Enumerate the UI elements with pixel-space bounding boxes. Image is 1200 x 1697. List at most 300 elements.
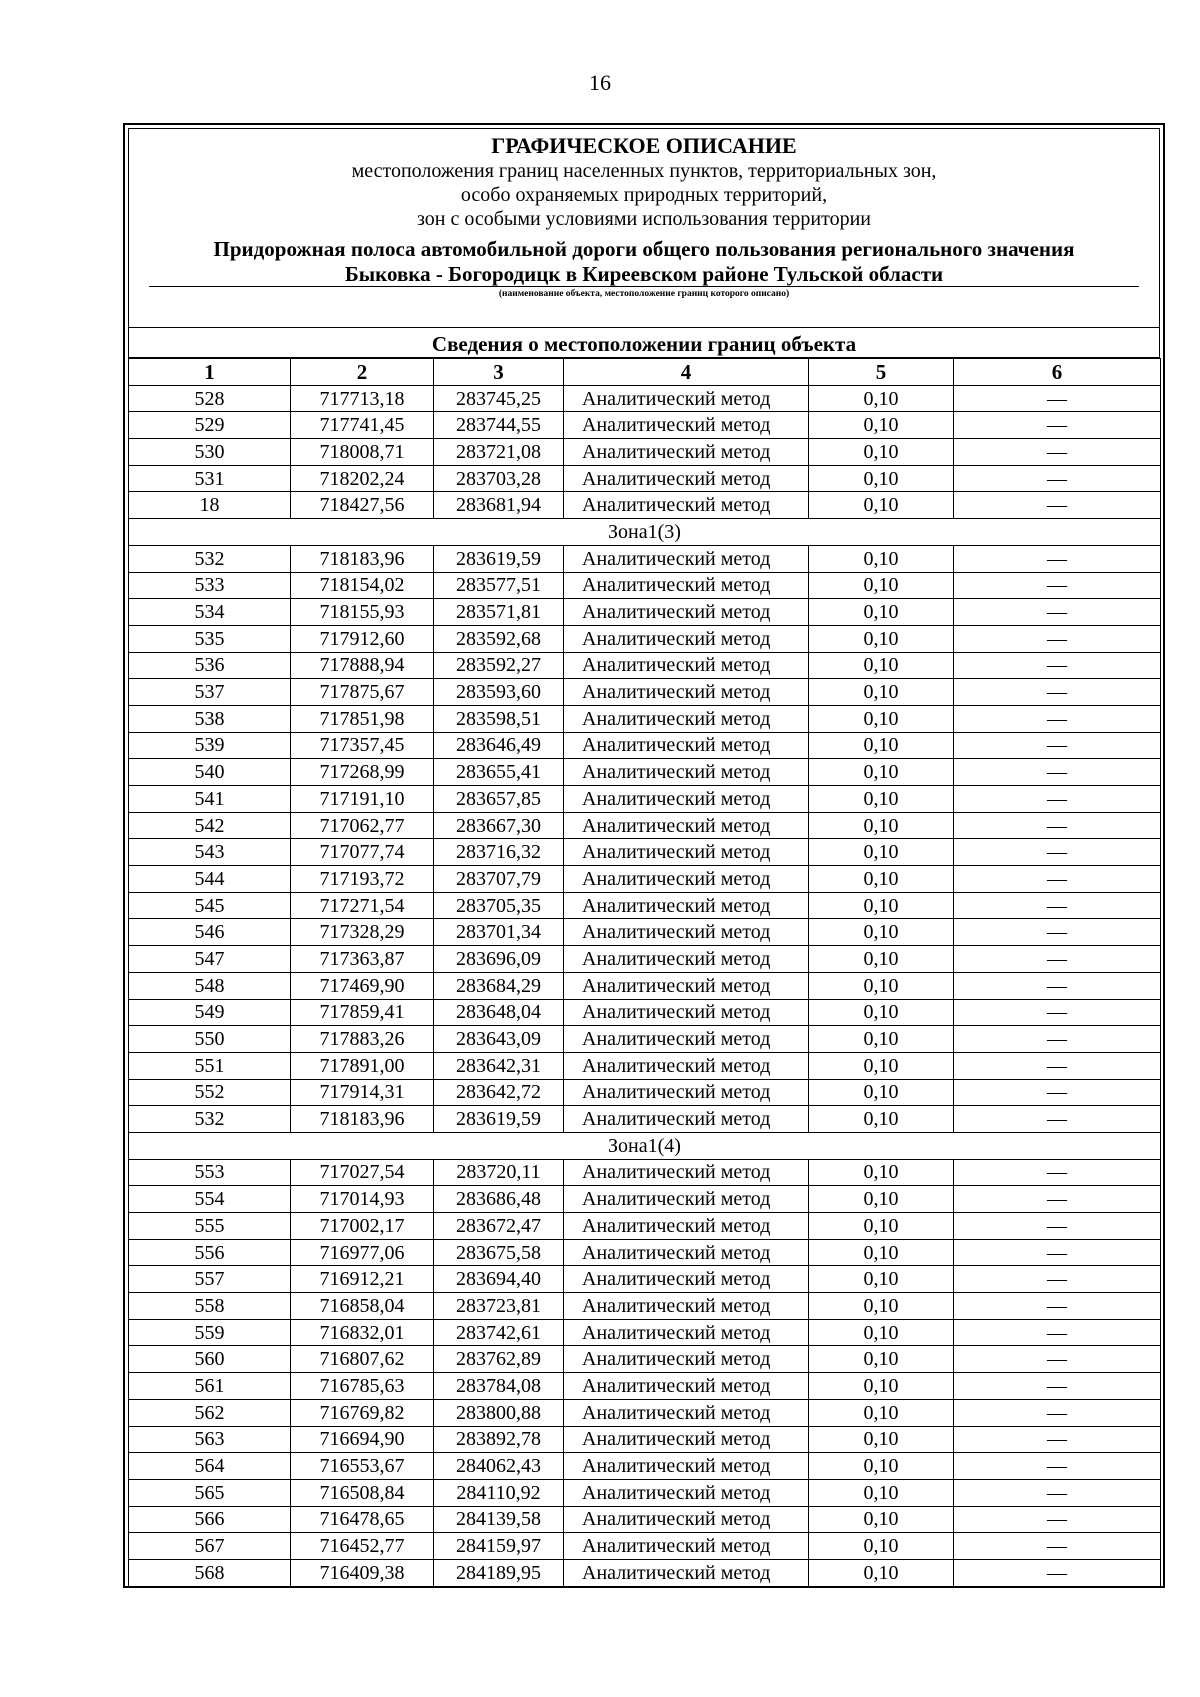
document-header (128, 128, 1160, 328)
table-row (129, 599, 1161, 626)
coord-x-cell: 716769,82 (291, 1399, 434, 1426)
table-row (129, 946, 1161, 973)
point-number-cell: 549 (129, 999, 291, 1026)
method-cell: Аналитический метод (564, 1266, 809, 1293)
coord-y-cell: 283686,48 (434, 1186, 564, 1213)
point-number-cell: 535 (129, 625, 291, 652)
method-cell: Аналитический метод (564, 1319, 809, 1346)
description-cell: — (954, 1346, 1161, 1373)
point-number-cell: 565 (129, 1479, 291, 1506)
coord-x-cell: 717357,45 (291, 732, 434, 759)
coord-y-cell: 283707,79 (434, 866, 564, 893)
coord-y-cell: 283784,08 (434, 1373, 564, 1400)
method-cell: Аналитический метод (564, 1373, 809, 1400)
coord-y-cell: 283619,59 (434, 1106, 564, 1133)
coord-y-cell: 283657,85 (434, 786, 564, 813)
column-header: 2 (291, 359, 434, 386)
method-cell: Аналитический метод (564, 1479, 809, 1506)
coord-x-cell: 717062,77 (291, 812, 434, 839)
coord-y-cell: 283892,78 (434, 1426, 564, 1453)
description-cell: — (954, 1453, 1161, 1480)
coord-y-cell: 283667,30 (434, 812, 564, 839)
coord-x-cell: 717363,87 (291, 946, 434, 973)
coord-x-cell: 716785,63 (291, 1373, 434, 1400)
point-number-cell: 555 (129, 1213, 291, 1240)
table-row (129, 1453, 1161, 1480)
accuracy-cell: 0,10 (809, 839, 954, 866)
coord-x-cell: 718183,96 (291, 1106, 434, 1133)
point-number-cell: 544 (129, 866, 291, 893)
method-cell: Аналитический метод (564, 705, 809, 732)
table-row (129, 1506, 1161, 1533)
coord-y-cell: 283643,09 (434, 1026, 564, 1053)
accuracy-cell: 0,10 (809, 972, 954, 999)
method-cell: Аналитический метод (564, 1052, 809, 1079)
description-cell: — (954, 866, 1161, 893)
coord-x-cell: 717888,94 (291, 652, 434, 679)
coord-x-cell: 716912,21 (291, 1266, 434, 1293)
description-cell: — (954, 1266, 1161, 1293)
coord-x-cell: 717271,54 (291, 892, 434, 919)
table-row (129, 1346, 1161, 1373)
accuracy-cell: 0,10 (809, 1293, 954, 1320)
coord-y-cell: 283672,47 (434, 1213, 564, 1240)
point-number-cell: 542 (129, 812, 291, 839)
coord-x-cell: 717027,54 (291, 1159, 434, 1186)
point-number-cell: 528 (129, 385, 291, 412)
column-header: 4 (564, 359, 809, 386)
table-row (129, 919, 1161, 946)
point-number-cell: 553 (129, 1159, 291, 1186)
accuracy-cell: 0,10 (809, 1506, 954, 1533)
point-number-cell: 558 (129, 1293, 291, 1320)
method-cell: Аналитический метод (564, 1293, 809, 1320)
accuracy-cell: 0,10 (809, 705, 954, 732)
point-number-cell: 562 (129, 1399, 291, 1426)
coord-x-cell: 716508,84 (291, 1479, 434, 1506)
accuracy-cell: 0,10 (809, 679, 954, 706)
description-cell: — (954, 812, 1161, 839)
point-number-cell: 537 (129, 679, 291, 706)
table-row (129, 572, 1161, 599)
description-cell: — (954, 412, 1161, 439)
point-number-cell: 539 (129, 732, 291, 759)
document-title: ГРАФИЧЕСКОЕ ОПИСАНИЕ (491, 133, 797, 158)
method-cell: Аналитический метод (564, 1106, 809, 1133)
coord-y-cell: 283577,51 (434, 572, 564, 599)
table-row (129, 1479, 1161, 1506)
document-frame (123, 123, 1165, 1588)
point-number-cell: 546 (129, 919, 291, 946)
coord-y-cell: 283592,27 (434, 652, 564, 679)
coord-x-cell: 718155,93 (291, 599, 434, 626)
accuracy-cell: 0,10 (809, 892, 954, 919)
table-row (129, 1373, 1161, 1400)
accuracy-cell: 0,10 (809, 866, 954, 893)
accuracy-cell: 0,10 (809, 1426, 954, 1453)
coord-x-cell: 717002,17 (291, 1213, 434, 1240)
table-row (129, 1106, 1161, 1133)
method-cell: Аналитический метод (564, 1213, 809, 1240)
point-number-cell: 551 (129, 1052, 291, 1079)
coord-x-cell: 717875,67 (291, 679, 434, 706)
coordinates-table-body (129, 359, 1161, 1587)
coord-y-cell: 283696,09 (434, 946, 564, 973)
description-cell: — (954, 1319, 1161, 1346)
method-cell: Аналитический метод (564, 572, 809, 599)
description-cell: — (954, 492, 1161, 519)
description-cell: — (954, 1052, 1161, 1079)
accuracy-cell: 0,10 (809, 1106, 954, 1133)
accuracy-cell: 0,10 (809, 786, 954, 813)
coord-x-cell: 717859,41 (291, 999, 434, 1026)
accuracy-cell: 0,10 (809, 812, 954, 839)
accuracy-cell: 0,10 (809, 572, 954, 599)
accuracy-cell: 0,10 (809, 652, 954, 679)
accuracy-cell: 0,10 (809, 1186, 954, 1213)
description-cell: — (954, 1559, 1161, 1586)
column-header: 6 (954, 359, 1161, 386)
accuracy-cell: 0,10 (809, 1079, 954, 1106)
table-row (129, 1239, 1161, 1266)
description-cell: — (954, 1479, 1161, 1506)
description-cell: — (954, 625, 1161, 652)
coord-y-cell: 283723,81 (434, 1293, 564, 1320)
coordinates-table (128, 358, 1161, 1587)
coord-y-cell: 283716,32 (434, 839, 564, 866)
method-cell: Аналитический метод (564, 679, 809, 706)
table-row (129, 652, 1161, 679)
description-cell: — (954, 1159, 1161, 1186)
description-cell: — (954, 1213, 1161, 1240)
coord-y-cell: 284110,92 (434, 1479, 564, 1506)
table-row (129, 839, 1161, 866)
accuracy-cell: 0,10 (809, 759, 954, 786)
coord-y-cell: 283694,40 (434, 1266, 564, 1293)
accuracy-cell: 0,10 (809, 599, 954, 626)
method-cell: Аналитический метод (564, 972, 809, 999)
table-row (129, 492, 1161, 519)
coord-x-cell: 717077,74 (291, 839, 434, 866)
point-number-cell: 552 (129, 1079, 291, 1106)
coord-x-cell: 716478,65 (291, 1506, 434, 1533)
description-cell: — (954, 439, 1161, 466)
accuracy-cell: 0,10 (809, 999, 954, 1026)
table-row (129, 412, 1161, 439)
column-header: 3 (434, 359, 564, 386)
method-cell: Аналитический метод (564, 999, 809, 1026)
table-row (129, 999, 1161, 1026)
point-number-cell: 560 (129, 1346, 291, 1373)
coord-y-cell: 283762,89 (434, 1346, 564, 1373)
table-row (129, 465, 1161, 492)
table-row (129, 705, 1161, 732)
coord-y-cell: 283701,34 (434, 919, 564, 946)
coord-x-cell: 716694,90 (291, 1426, 434, 1453)
method-cell: Аналитический метод (564, 866, 809, 893)
accuracy-cell: 0,10 (809, 1559, 954, 1586)
method-cell: Аналитический метод (564, 1533, 809, 1560)
coord-y-cell: 283646,49 (434, 732, 564, 759)
accuracy-cell: 0,10 (809, 1266, 954, 1293)
description-cell: — (954, 1079, 1161, 1106)
table-row (129, 1559, 1161, 1586)
accuracy-cell: 0,10 (809, 1479, 954, 1506)
coord-x-cell: 717191,10 (291, 786, 434, 813)
point-number-cell: 557 (129, 1266, 291, 1293)
point-number-cell: 556 (129, 1239, 291, 1266)
point-number-cell: 567 (129, 1533, 291, 1560)
table-row (129, 1079, 1161, 1106)
coord-x-cell: 717713,18 (291, 385, 434, 412)
coord-x-cell: 716807,62 (291, 1346, 434, 1373)
accuracy-cell: 0,10 (809, 439, 954, 466)
method-cell: Аналитический метод (564, 1159, 809, 1186)
point-number-cell: 554 (129, 1186, 291, 1213)
point-number-cell: 18 (129, 492, 291, 519)
coord-y-cell: 283655,41 (434, 759, 564, 786)
description-cell: — (954, 1293, 1161, 1320)
accuracy-cell: 0,10 (809, 545, 954, 572)
table-row (129, 385, 1161, 412)
description-cell: — (954, 599, 1161, 626)
accuracy-cell: 0,10 (809, 1346, 954, 1373)
page-number: 16 (589, 70, 611, 95)
table-row (129, 892, 1161, 919)
object-name-line-2: Быковка - Богородицк в Киреевском районе Тульской области (149, 262, 1139, 287)
method-cell: Аналитический метод (564, 599, 809, 626)
description-cell: — (954, 1186, 1161, 1213)
point-number-cell: 532 (129, 1106, 291, 1133)
table-row (129, 439, 1161, 466)
method-cell: Аналитический метод (564, 946, 809, 973)
table-row (129, 972, 1161, 999)
point-number-cell: 533 (129, 572, 291, 599)
point-number-cell: 545 (129, 892, 291, 919)
method-cell: Аналитический метод (564, 732, 809, 759)
coord-x-cell: 717914,31 (291, 1079, 434, 1106)
method-cell: Аналитический метод (564, 1559, 809, 1586)
subtitle-line-3: зон с особыми условиями использования территории (416, 208, 872, 230)
method-cell: Аналитический метод (564, 812, 809, 839)
accuracy-cell: 0,10 (809, 1052, 954, 1079)
method-cell: Аналитический метод (564, 652, 809, 679)
method-cell: Аналитический метод (564, 545, 809, 572)
description-cell: — (954, 1239, 1161, 1266)
table-row (129, 679, 1161, 706)
description-cell: — (954, 1533, 1161, 1560)
method-cell: Аналитический метод (564, 839, 809, 866)
table-row (129, 1426, 1161, 1453)
method-cell: Аналитический метод (564, 1239, 809, 1266)
accuracy-cell: 0,10 (809, 492, 954, 519)
point-number-cell: 559 (129, 1319, 291, 1346)
point-number-cell: 529 (129, 412, 291, 439)
description-cell: — (954, 919, 1161, 946)
table-row (129, 625, 1161, 652)
accuracy-cell: 0,10 (809, 1026, 954, 1053)
table-row (129, 866, 1161, 893)
coord-y-cell: 284189,95 (434, 1559, 564, 1586)
coord-x-cell: 718008,71 (291, 439, 434, 466)
description-cell: — (954, 572, 1161, 599)
coord-y-cell: 283598,51 (434, 705, 564, 732)
point-number-cell: 550 (129, 1026, 291, 1053)
coord-x-cell: 717193,72 (291, 866, 434, 893)
point-number-cell: 548 (129, 972, 291, 999)
method-cell: Аналитический метод (564, 412, 809, 439)
accuracy-cell: 0,10 (809, 1213, 954, 1240)
table-row (129, 1533, 1161, 1560)
coord-y-cell: 283800,88 (434, 1399, 564, 1426)
point-number-cell: 530 (129, 439, 291, 466)
accuracy-cell: 0,10 (809, 1453, 954, 1480)
subtitle-line-1: местоположения границ населенных пунктов, территориальных зон, (351, 160, 937, 182)
method-cell: Аналитический метод (564, 1399, 809, 1426)
accuracy-cell: 0,10 (809, 919, 954, 946)
coord-y-cell: 283720,11 (434, 1159, 564, 1186)
accuracy-cell: 0,10 (809, 946, 954, 973)
accuracy-cell: 0,10 (809, 412, 954, 439)
method-cell: Аналитический метод (564, 1453, 809, 1480)
coord-y-cell: 283642,31 (434, 1052, 564, 1079)
description-cell: — (954, 946, 1161, 973)
point-number-cell: 543 (129, 839, 291, 866)
table-row (129, 812, 1161, 839)
description-cell: — (954, 732, 1161, 759)
object-name-note: (наименование объекта, местоположение границ которого описано) (498, 289, 790, 299)
description-cell: — (954, 1506, 1161, 1533)
method-cell: Аналитический метод (564, 1026, 809, 1053)
coord-y-cell: 283571,81 (434, 599, 564, 626)
point-number-cell: 568 (129, 1559, 291, 1586)
coord-y-cell: 283642,72 (434, 1079, 564, 1106)
description-cell: — (954, 652, 1161, 679)
coord-x-cell: 717014,93 (291, 1186, 434, 1213)
method-cell: Аналитический метод (564, 492, 809, 519)
coord-y-cell: 283721,08 (434, 439, 564, 466)
coord-y-cell: 283593,60 (434, 679, 564, 706)
coord-x-cell: 716832,01 (291, 1319, 434, 1346)
coord-x-cell: 717328,29 (291, 919, 434, 946)
table-row (129, 545, 1161, 572)
point-number-cell: 541 (129, 786, 291, 813)
coord-x-cell: 718183,96 (291, 545, 434, 572)
description-cell: — (954, 786, 1161, 813)
table-row (129, 1052, 1161, 1079)
description-cell: — (954, 545, 1161, 572)
point-number-cell: 531 (129, 465, 291, 492)
coord-x-cell: 718427,56 (291, 492, 434, 519)
method-cell: Аналитический метод (564, 1506, 809, 1533)
coord-x-cell: 717891,00 (291, 1052, 434, 1079)
table-row (129, 1319, 1161, 1346)
coord-y-cell: 283592,68 (434, 625, 564, 652)
point-number-cell: 532 (129, 545, 291, 572)
coord-y-cell: 283745,25 (434, 385, 564, 412)
point-number-cell: 538 (129, 705, 291, 732)
accuracy-cell: 0,10 (809, 1319, 954, 1346)
column-header: 1 (129, 359, 291, 386)
description-cell: — (954, 1106, 1161, 1133)
coord-y-cell: 283742,61 (434, 1319, 564, 1346)
point-number-cell: 534 (129, 599, 291, 626)
method-cell: Аналитический метод (564, 786, 809, 813)
method-cell: Аналитический метод (564, 1186, 809, 1213)
coord-x-cell: 716977,06 (291, 1239, 434, 1266)
accuracy-cell: 0,10 (809, 732, 954, 759)
method-cell: Аналитический метод (564, 1079, 809, 1106)
method-cell: Аналитический метод (564, 465, 809, 492)
coord-y-cell: 284062,43 (434, 1453, 564, 1480)
coord-y-cell: 283648,04 (434, 999, 564, 1026)
coord-x-cell: 716858,04 (291, 1293, 434, 1320)
coord-x-cell: 717851,98 (291, 705, 434, 732)
table-row (129, 1213, 1161, 1240)
point-number-cell: 566 (129, 1506, 291, 1533)
coord-x-cell: 717469,90 (291, 972, 434, 999)
description-cell: — (954, 1426, 1161, 1453)
point-number-cell: 561 (129, 1373, 291, 1400)
coord-x-cell: 718154,02 (291, 572, 434, 599)
accuracy-cell: 0,10 (809, 385, 954, 412)
coord-x-cell: 717741,45 (291, 412, 434, 439)
method-cell: Аналитический метод (564, 385, 809, 412)
table-row (129, 759, 1161, 786)
table-row (129, 1159, 1161, 1186)
description-cell: — (954, 839, 1161, 866)
zone-label: Зона1(3) (129, 519, 1161, 546)
coord-x-cell: 716553,67 (291, 1453, 434, 1480)
description-cell: — (954, 465, 1161, 492)
column-header: 5 (809, 359, 954, 386)
table-row (129, 786, 1161, 813)
accuracy-cell: 0,10 (809, 1159, 954, 1186)
accuracy-cell: 0,10 (809, 465, 954, 492)
point-number-cell: 547 (129, 946, 291, 973)
coord-x-cell: 717268,99 (291, 759, 434, 786)
accuracy-cell: 0,10 (809, 1373, 954, 1400)
zone-label: Зона1(4) (129, 1132, 1161, 1159)
table-header-row (129, 359, 1161, 386)
description-cell: — (954, 1373, 1161, 1400)
subtitle-line-2: особо охраняемых природных территорий, (460, 184, 828, 206)
accuracy-cell: 0,10 (809, 625, 954, 652)
method-cell: Аналитический метод (564, 625, 809, 652)
description-cell: — (954, 999, 1161, 1026)
zone-row (129, 1132, 1161, 1159)
description-cell: — (954, 1399, 1161, 1426)
coord-y-cell: 283703,28 (434, 465, 564, 492)
point-number-cell: 536 (129, 652, 291, 679)
description-cell: — (954, 1026, 1161, 1053)
table-row (129, 1186, 1161, 1213)
coord-x-cell: 717912,60 (291, 625, 434, 652)
point-number-cell: 540 (129, 759, 291, 786)
description-cell: — (954, 705, 1161, 732)
coord-x-cell: 716409,38 (291, 1559, 434, 1586)
method-cell: Аналитический метод (564, 1346, 809, 1373)
table-row (129, 1293, 1161, 1320)
method-cell: Аналитический метод (564, 1426, 809, 1453)
section-title: Сведения о местоположении границ объекта (128, 328, 1160, 358)
description-cell: — (954, 679, 1161, 706)
accuracy-cell: 0,10 (809, 1533, 954, 1560)
point-number-cell: 563 (129, 1426, 291, 1453)
zone-row (129, 519, 1161, 546)
description-cell: — (954, 759, 1161, 786)
method-cell: Аналитический метод (564, 759, 809, 786)
